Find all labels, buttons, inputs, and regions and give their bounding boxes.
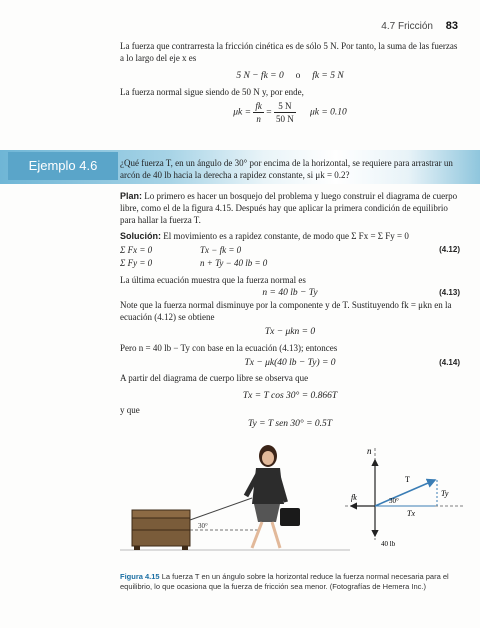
eq412-number: (4.12) [439,245,460,254]
mu-lhs: μk = [233,107,251,118]
intro-paragraph-2: La fuerza normal sigue siendo de 50 N y, por ende, [120,87,304,97]
solution-text: El movimiento es a rapidez constante, de modo que Σ Fx = Σ Fy = 0 [163,231,409,241]
label-T: T [405,475,410,484]
eq1-right: fk = 5 N [312,71,344,81]
equation-4-13 [120,287,460,299]
equation-friction-sum [120,70,460,82]
paragraph-but: Pero n = 40 lb − Ty con base en la ecuación (4.13); entonces [120,343,338,353]
caption-label: Figura 4.15 [120,572,160,581]
label-Tx: Tx [407,509,415,518]
eq412-d: n + Ty − 40 lb = 0 [200,258,268,268]
example-problem: ¿Qué fuerza T, en un ángulo de 30° por encima de la horizontal, se requiere para arrastrar un arcón de 40 lb hacia la derecha a rapidez constante, si μk = 0.2? [120,158,453,180]
eq412-a: Σ Fx = 0 [120,245,153,255]
frac2-num: 5 N [274,100,296,113]
y-que: y que [120,405,140,415]
photo-angle-label: 30° [198,522,208,530]
eq413: n = 40 lb − Ty [262,288,318,298]
label-weight: 40 lb [381,540,396,548]
eq1-or: o [295,71,301,81]
page-number: 83 [445,20,458,32]
label-n: n [367,446,372,456]
section-title: 4.7 Fricción [381,21,433,32]
caption-text: La fuerza T en un ángulo sobre la horizontal reduce la fuerza normal necesaria para el equilibrio, lo que ocasiona que la fuerza de fricción sea menor. (Fotografías de Hemera Inc.) [120,572,449,591]
paragraph-normal: La última ecuación muestra que la fuerza normal es [120,275,306,285]
frac1-num: fk [255,101,262,111]
paragraph-substitution: Note que la fuerza normal disminuye por la componente y de T. Sustituyendo fk = μkn en la ecuación (4.12) se obtiene [120,300,452,322]
plan-paragraph [120,190,460,226]
solution-label: Solución: [120,231,161,241]
woman-image [246,445,300,548]
eq412-b: Tx − fk = 0 [200,245,242,255]
fraction-fk-n [253,100,264,125]
equation-4-14 [120,357,460,369]
label-Ty: Ty [441,489,449,498]
eq414-number: (4.14) [439,358,460,367]
eq1-left: 5 N − fk = 0 [236,71,284,81]
free-body-diagram [345,440,475,552]
fraction-values [274,100,296,125]
intro-paragraph-1: La fuerza que contrarresta la fricción cinética es de sólo 5 N. Por tanto, la suma de las fuerzas a lo largo del eje x es [120,41,458,63]
equation-mu [120,100,460,132]
eq414: Tx − μk(40 lb − Ty) = 0 [244,358,336,368]
rope-line [190,498,252,520]
equation-tx [120,390,460,402]
frac1-den: n [256,114,261,124]
eq412-c: Σ Fy = 0 [120,258,153,268]
figure-caption [120,572,470,592]
plan-label: Plan: [120,191,143,201]
plan-text: Lo primero es hacer un bosquejo del problema y luego construir el diagrama de cuerpo libre, como el de la figura 4.15. Después hay que aplicar la primera condición de equilibrio para hallar la fuerza T. [120,191,458,225]
photo-illustration [120,438,350,566]
frac2-den: 50 N [275,114,294,124]
eq2-equals: = [266,107,272,118]
example-label: Ejemplo 4.6 [8,152,118,180]
running-header [381,20,458,32]
solution-paragraph [120,230,460,242]
label-angle: 30° [389,497,399,505]
equation-4-12 [120,244,460,270]
eq-ty: Ty = T sen 30° = 0.5T [247,419,333,429]
mu-result: μk = 0.10 [309,107,347,118]
eq413-number: (4.13) [439,288,460,297]
paragraph-fbd: A partir del diagrama de cuerpo libre se observa que [120,373,309,383]
eq-tx: Tx = T cos 30° = 0.866T [242,391,338,401]
eq-mid: Tx − μkn = 0 [264,327,316,337]
equation-middle [120,326,460,338]
equation-ty [120,418,460,430]
chest-image [132,510,190,550]
label-fk: fk [351,493,357,502]
